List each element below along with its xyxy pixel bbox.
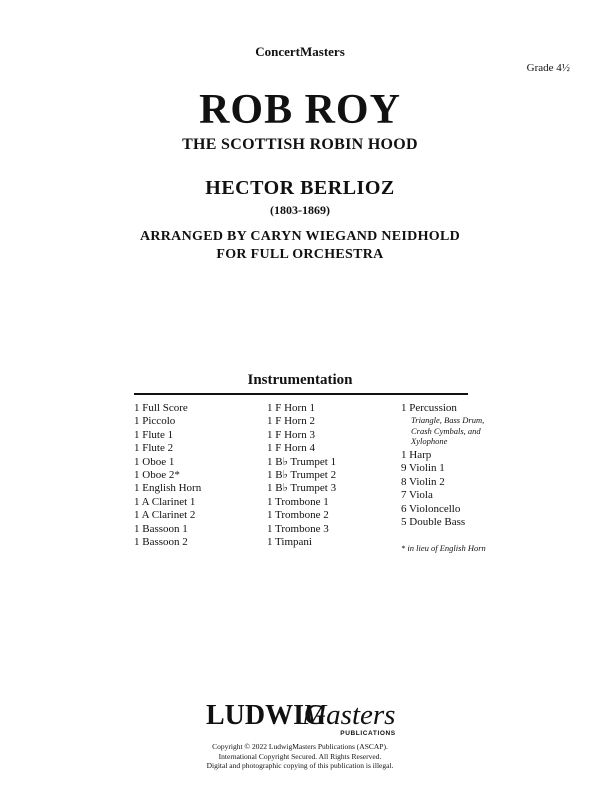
arranger-line: ARRANGED BY CARYN WIEGAND NEIDHOLD bbox=[139, 229, 461, 244]
instrument-item: 1 Bassoon 2 bbox=[134, 536, 188, 549]
instrument-item: 1 Trombone 2 bbox=[267, 509, 329, 522]
instrument-item: 6 Violoncello bbox=[401, 502, 461, 515]
logo-text-publications: PUBLICATIONS bbox=[340, 730, 396, 737]
arranger-credit bbox=[0, 228, 600, 264]
instrument-column-1 bbox=[134, 402, 201, 549]
instrumentation-footnote: * in lieu of English Horn bbox=[401, 543, 486, 553]
ludwigmasters-logo-icon bbox=[200, 696, 400, 738]
instrument-item: 1 Full Score bbox=[134, 402, 188, 414]
instrument-item: 1 B♭ Trumpet 1 bbox=[267, 455, 337, 468]
copyright-notice bbox=[0, 742, 600, 771]
logo-text-masters: Masters bbox=[302, 699, 396, 731]
instrument-item: 1 Harp bbox=[401, 448, 432, 461]
instrument-item: 8 Violin 2 bbox=[401, 475, 445, 488]
instrument-item: 7 Viola bbox=[401, 489, 433, 502]
copyright-line: Digital and photographic copying of this publication is illegal. bbox=[206, 761, 394, 770]
logo-text-ludwig: LUDWIG bbox=[206, 700, 326, 731]
instrument-item: 1 F Horn 3 bbox=[267, 428, 315, 441]
ensemble-line: FOR FULL ORCHESTRA bbox=[216, 247, 384, 262]
composer-name: HECTOR BERLIOZ bbox=[205, 177, 395, 199]
instrument-item: 1 Bassoon 1 bbox=[134, 522, 188, 535]
instrument-item: 1 Flute 1 bbox=[134, 428, 174, 441]
instrument-item: 1 Trombone 1 bbox=[267, 495, 329, 508]
copyright-line: Copyright © 2022 LudwigMasters Publications (ASCAP). bbox=[212, 742, 388, 751]
instrument-item: 5 Double Bass bbox=[401, 515, 466, 528]
percussion-detail: Triangle, Bass Drum, Crash Cymbals, and Xylophone bbox=[411, 415, 485, 447]
piece-title: ROB ROY bbox=[199, 87, 401, 133]
instrument-item: 1 A Clarinet 2 bbox=[134, 509, 196, 522]
instrument-item: 1 Timpani bbox=[267, 536, 312, 549]
instrument-item: 1 Piccolo bbox=[134, 415, 176, 428]
instrumentation-heading: Instrumentation bbox=[247, 372, 353, 388]
instrument-item: 1 Trombone 3 bbox=[267, 522, 329, 535]
instrument-item: 1 Flute 2 bbox=[134, 442, 174, 455]
instrument-item: 1 Percussion bbox=[401, 402, 457, 414]
instrument-column-2 bbox=[267, 402, 336, 549]
instrument-item: 9 Violin 1 bbox=[401, 462, 445, 475]
instrument-item: 1 Oboe 1 bbox=[134, 455, 175, 468]
heading-divider bbox=[134, 393, 468, 395]
instrument-column-3 bbox=[401, 402, 495, 529]
composer-dates: (1803-1869) bbox=[270, 203, 330, 217]
instrument-item: 1 B♭ Trumpet 3 bbox=[267, 482, 337, 495]
series-name: ConcertMasters bbox=[255, 44, 345, 59]
instrument-item: 1 English Horn bbox=[134, 482, 202, 495]
piece-subtitle: THE SCOTTISH ROBIN HOOD bbox=[182, 136, 418, 153]
instrument-item: 1 F Horn 1 bbox=[267, 402, 315, 414]
instrument-item: 1 F Horn 2 bbox=[267, 415, 315, 428]
instrument-item: 1 A Clarinet 1 bbox=[134, 495, 196, 508]
instrument-item: 1 Oboe 2* bbox=[134, 469, 180, 482]
instrument-item: 1 B♭ Trumpet 2 bbox=[267, 469, 337, 482]
copyright-line: International Copyright Secured. All Rights Reserved. bbox=[218, 751, 382, 761]
instrument-item: 1 F Horn 4 bbox=[267, 442, 315, 455]
grade-level: Grade 4½ bbox=[526, 62, 570, 74]
publisher-logo bbox=[0, 696, 600, 738]
